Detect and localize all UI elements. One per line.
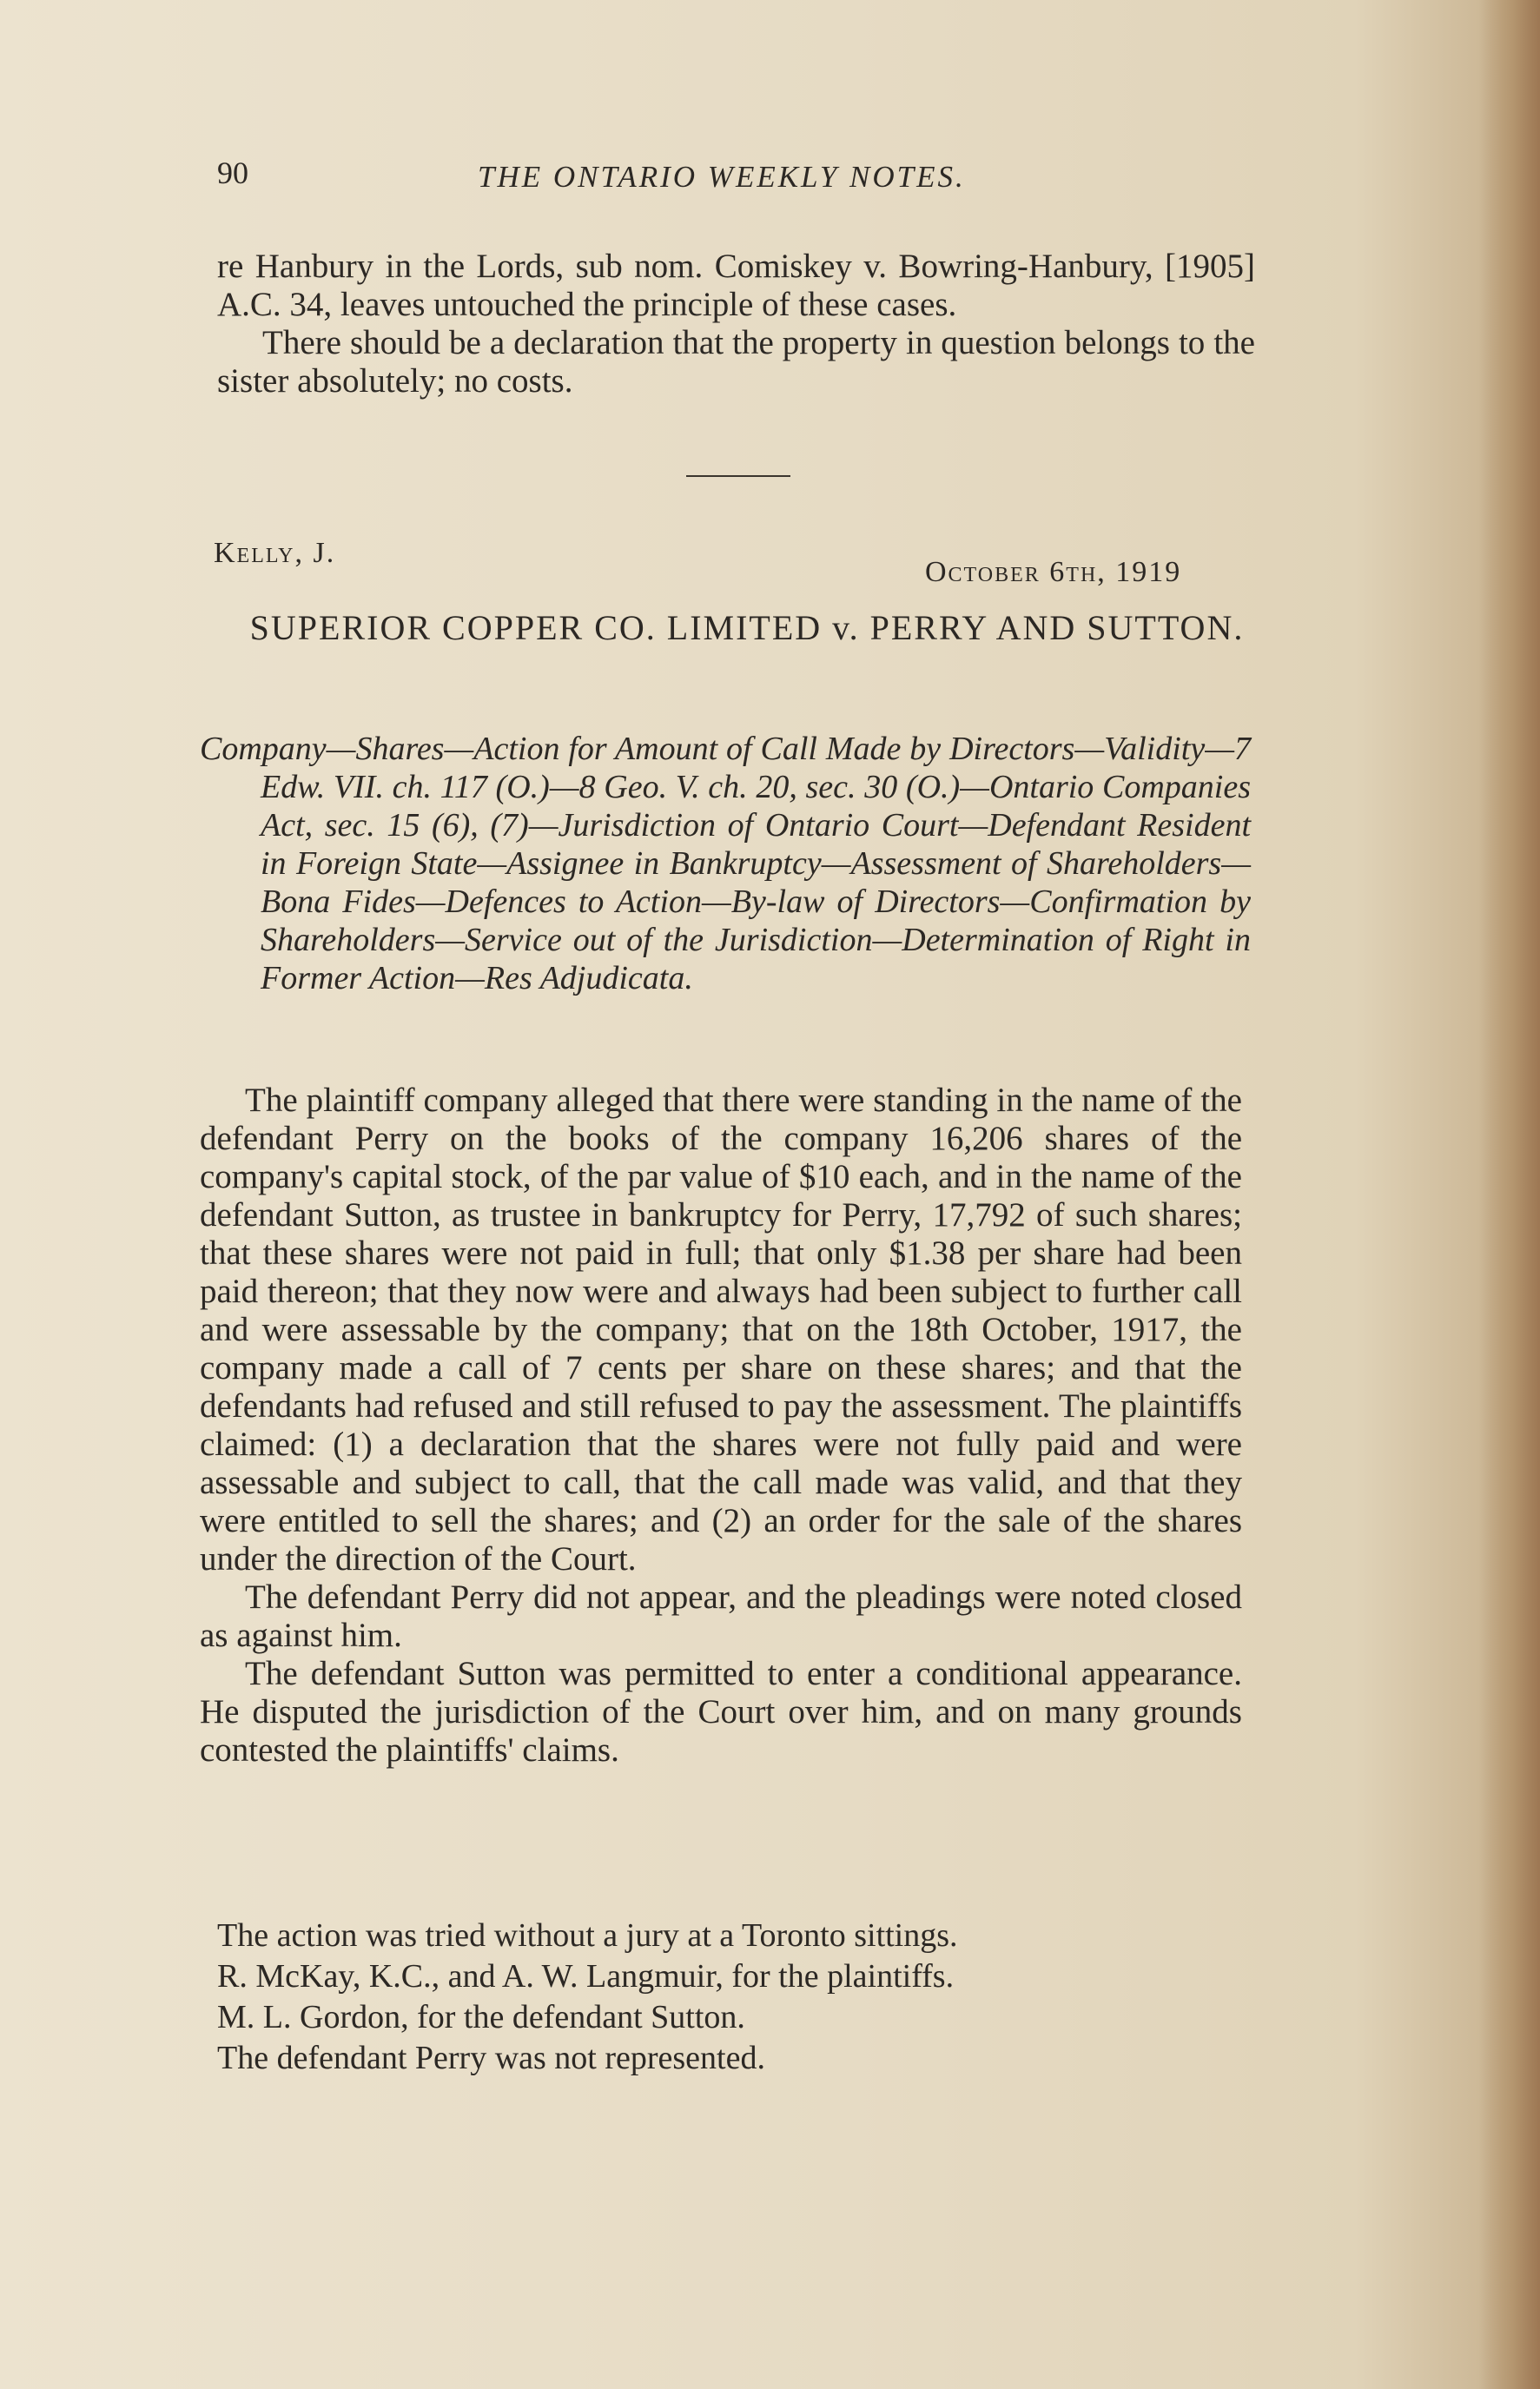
sutton-counsel: M. L. Gordon, for the defendant Sutton. bbox=[217, 1999, 745, 2035]
judge-name: Kelly, J. bbox=[214, 537, 336, 569]
page-number: 90 bbox=[217, 156, 248, 190]
page-header bbox=[217, 155, 1268, 207]
declaration-paragraph: There should be a declaration that the property in question belongs to the sister absolutely; no costs. bbox=[217, 324, 1255, 400]
headnote: Company—Shares—Action for Amount of Call Made by Directors—Validity—7 Edw. VII. ch. 117 (O.)—8 Geo. V. ch. 20, sec. 30 (O.)—Ontario Companies Act, sec. 15 (6), (7)—Jurisdiction of Ontario Court—Defendant Resident in Foreign State—Assignee in Bankruptcy—Assessment of Shareholders—Bona Fides—Defences to Action—By-law of Directors—Confirmation by Shareholders—Service out of the Jurisdiction—Determination of Right in Former Action—Res Adjudicata. bbox=[200, 731, 1251, 996]
judgment-date: October 6th, 1919 bbox=[925, 556, 1182, 588]
body-paragraph-claims: The plaintiff company alleged that there were standing in the name of the defendant Perry on the books of the company 16,206 shares of the company's capital stock, of the par value of $10 each, and in the name of the defendant Sutton, as trustee in bankruptcy for Perry, 17,792 of such shares; that these shares were not paid in full; that only $1.38 per share had been paid thereon; that they now were and always had been subject to further call and were assessable by the company; that on the 18th October, 1917, the company made a call of 7 cents per share on these shares; and that the defendants had refused and still refused to pay the assessment. The plaintiffs claimed: (1) a declaration that the shares were not fully paid and were assessable and subject to call, that the call made was valid, and that they were entitled to sell the shares; and (2) an order for the sale of the shares under the direction of the Court. bbox=[200, 1082, 1242, 1578]
continuation-paragraph: re Hanbury in the Lords, sub nom. Comiskey v. Bowring-Hanbury, [1905] A.C. 34, leaves untouched the principle of these cases. bbox=[217, 248, 1255, 323]
trial-note: The action was tried without a jury at a Toronto sittings. bbox=[217, 1917, 958, 1954]
running-title: THE ONTARIO WEEKLY NOTES. bbox=[478, 160, 966, 194]
section-divider bbox=[686, 475, 790, 477]
body-paragraph-sutton: The defendant Sutton was permitted to enter a conditional appearance. He disputed the jurisdiction of the Court over him, and on many grounds contested the plaintiffs' claims. bbox=[200, 1655, 1242, 1769]
counsel-block bbox=[217, 1916, 1207, 2079]
case-title: SUPERIOR COPPER CO. LIMITED v. PERRY AND SUTTON. bbox=[249, 608, 1245, 647]
plaintiffs-counsel: R. McKay, K.C., and A. W. Langmuir, for the plaintiffs. bbox=[217, 1958, 955, 1995]
perry-representation: The defendant Perry was not represented. bbox=[217, 2040, 765, 2076]
page-edge-shadow bbox=[1479, 0, 1540, 2389]
previous-case-ending bbox=[217, 248, 1255, 400]
body-paragraph-perry: The defendant Perry did not appear, and the pleadings were noted closed as against him. bbox=[200, 1578, 1242, 1654]
case-body bbox=[200, 1082, 1242, 1770]
